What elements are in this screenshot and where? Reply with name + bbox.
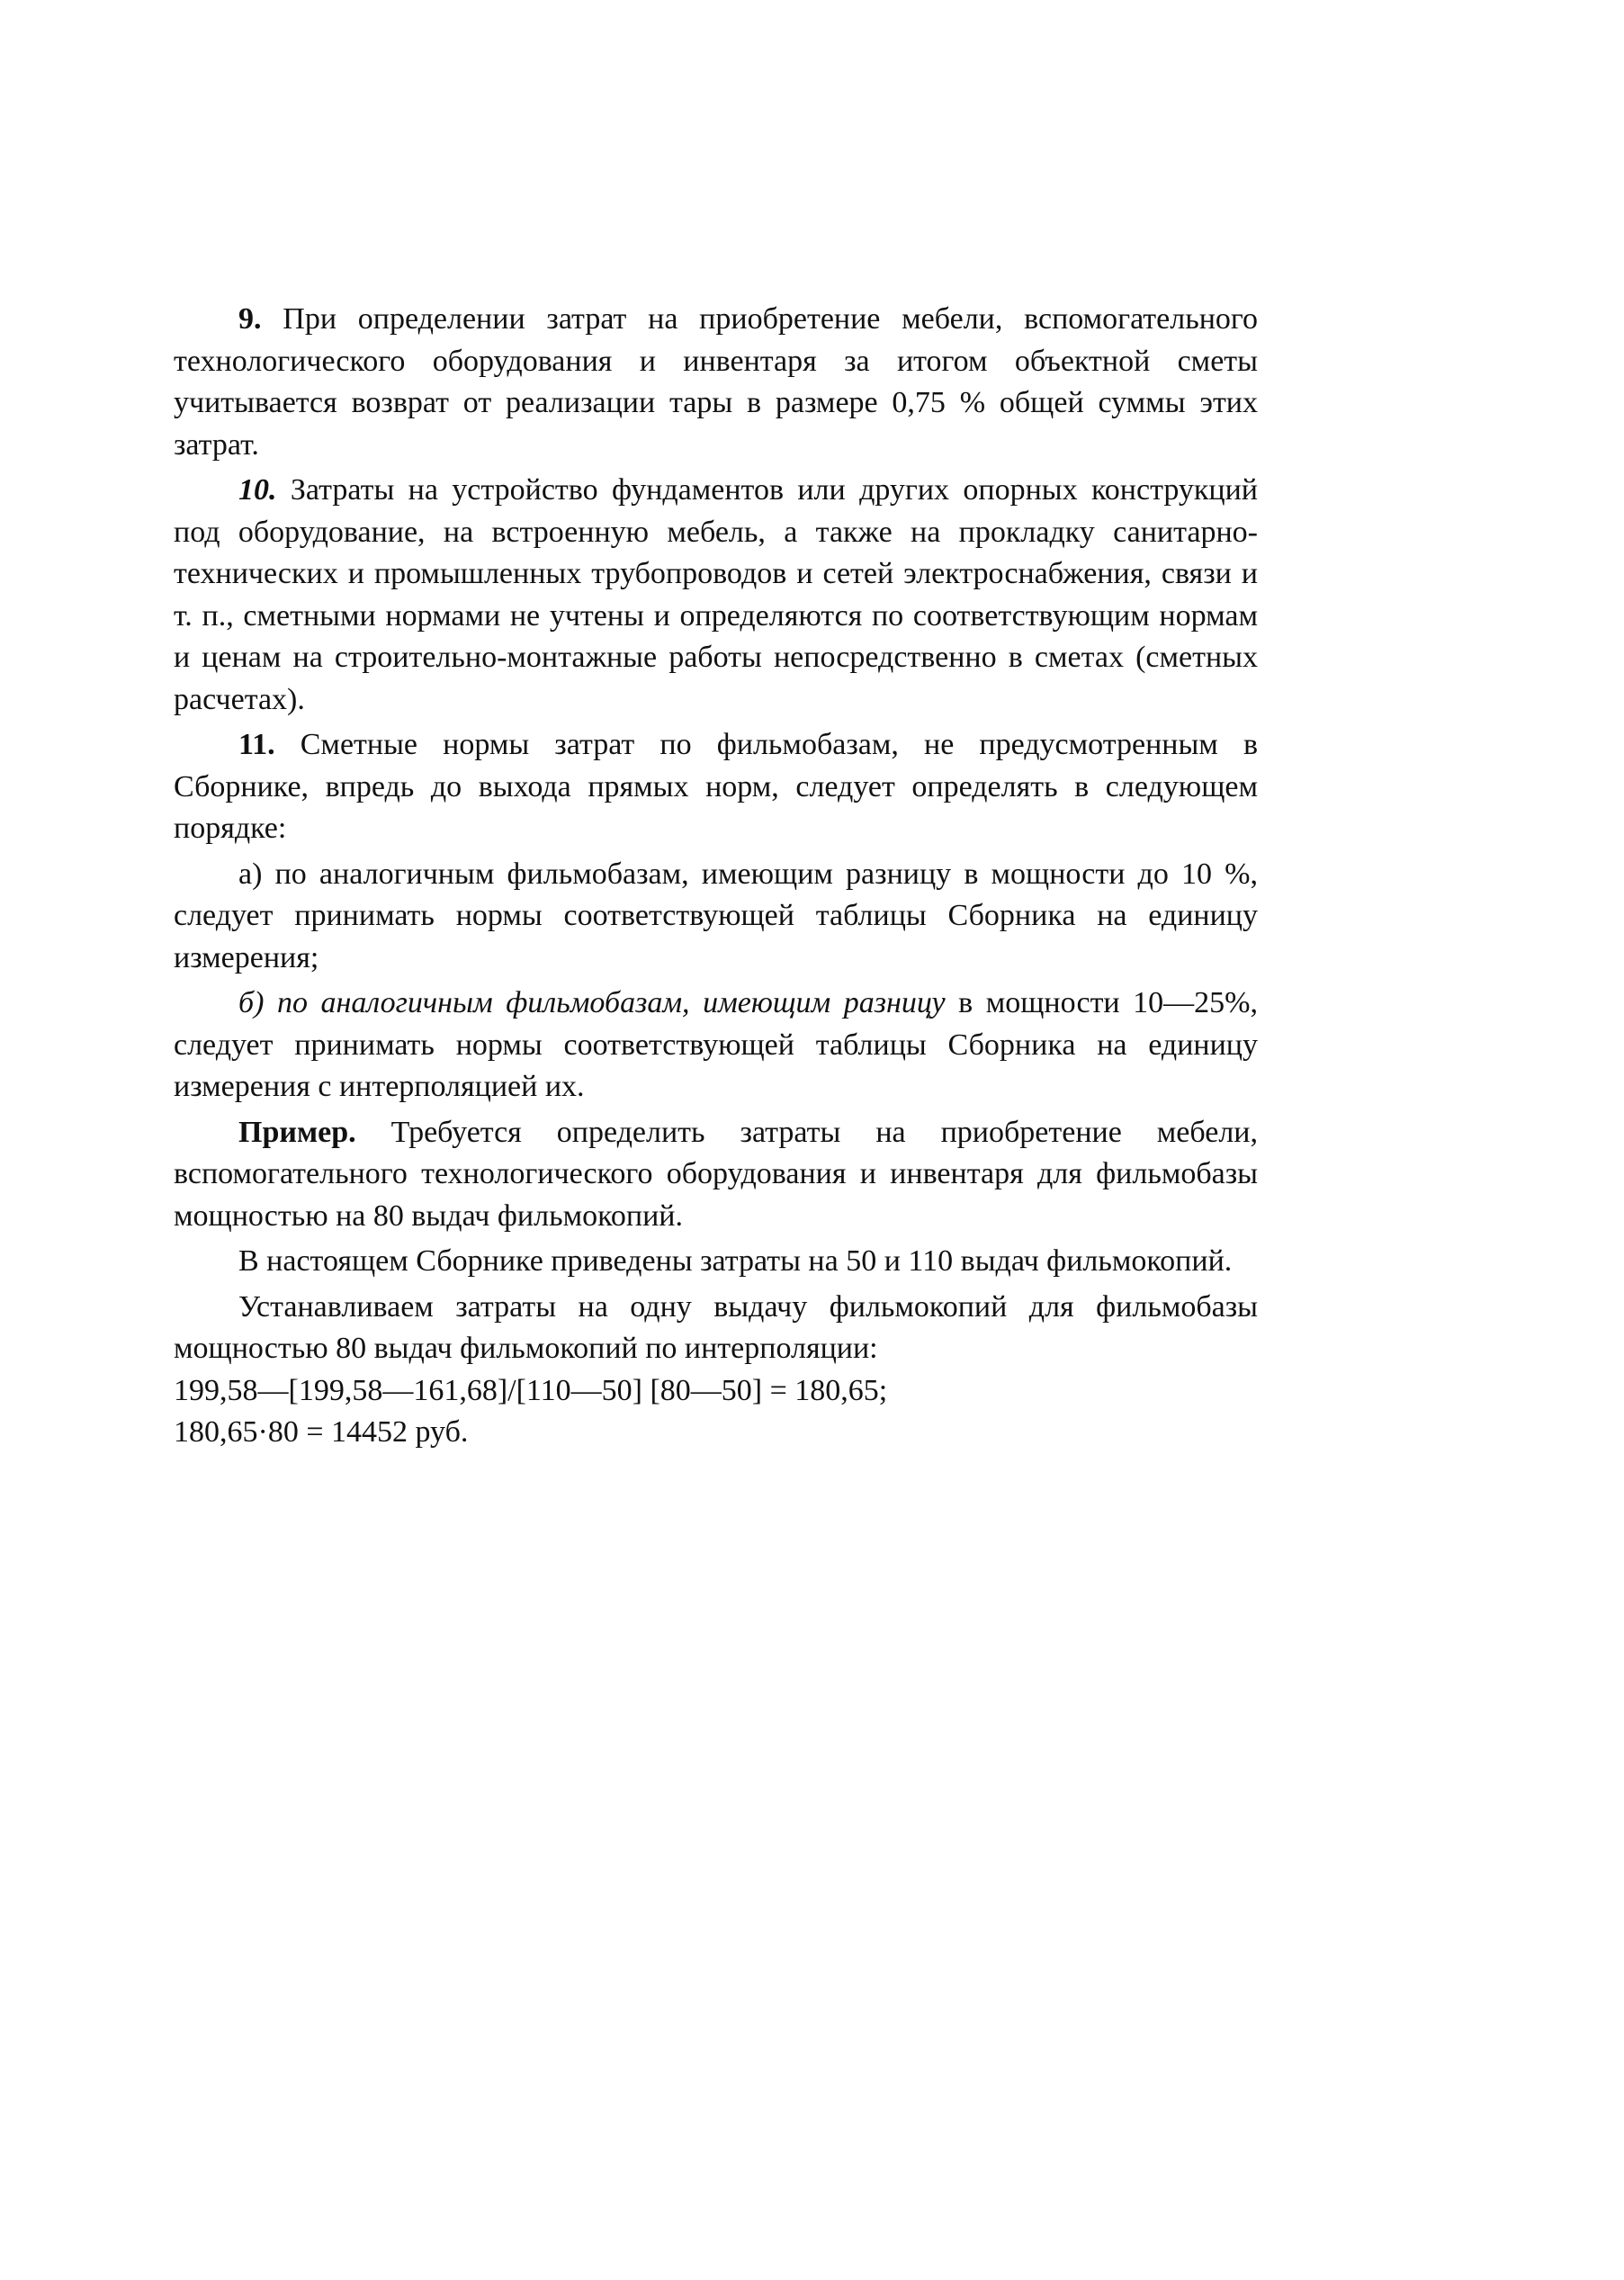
paragraph-text: При определении затрат на приобретение мебели, вспомогательного технологического оборудования и инвентаря за итогом объектной сметы учитывается возврат от реализации тары в размере 0,75 % общей суммы этих затрат. (174, 302, 1258, 462)
list-label: б) (238, 986, 265, 1019)
paragraph-text: Требуется определить затраты на приобретение мебели, вспомогательного технологического оборудования и инвентаря для фильмобазы мощностью на 80 выдач фильмокопий. (174, 1115, 1258, 1233)
list-label: а) (238, 857, 263, 891)
example-paragraph (174, 1112, 1258, 1238)
formula-line: 199,58—[199,58—161,68]/[110—50] [80—50] = 180,65; (174, 1373, 888, 1407)
paragraph-text-block: Устанавливаем затраты на одну выдачу фильмокопий для фильмобазы мощностью 80 выдач фильмокопий по интерполяции: (174, 1289, 1258, 1365)
paragraph-text-block: В настоящем Сборнике приведены затраты на 50 и 110 выдач фильмокопий. (238, 1244, 1233, 1278)
list-text-italic: по аналогичным фильмобазам, имеющим разницу (276, 986, 946, 1019)
paragraph-text: Сметные нормы затрат по фильмобазам, не предусмотренным в Сборнике, впредь до выхода прямых норм, следует определять в следующем порядке: (174, 728, 1258, 845)
example-label: Пример. (238, 1115, 356, 1149)
list-text: по аналогичным фильмобазам, имеющим разницу в мощности до 10 %, следует принимать нормы соответствующей таблицы Сборника на единицу измерения; (174, 857, 1258, 974)
paragraph-number: 9. (238, 302, 262, 336)
paragraph-9 (174, 299, 1258, 466)
paragraph-number: 11. (238, 728, 275, 761)
paragraph-10 (174, 470, 1258, 721)
list-item-a (174, 854, 1258, 980)
list-text: в мощности 10—25%, следует принимать нормы соответствующей таблицы Сборника на единицу измерения с интерполяцией их. (174, 986, 1259, 1103)
paragraph-number: 10. (238, 473, 277, 507)
paragraph-11 (174, 724, 1258, 850)
list-item-b (174, 983, 1258, 1109)
paragraph-text: Затраты на устройство фундаментов или других опорных конструкций под оборудование, на встроенную мебель, а также на прокладку санитарно-технических и промышленных трубопроводов и сетей электроснабжения, связи и т. п., сметными нормами не учтены и определяются по соответствующим нормам и ценам на строительно-монтажные работы непосредственно в сметах (сметных расчетах). (174, 473, 1259, 716)
formula-line: 180,65·80 = 14452 руб. (174, 1415, 469, 1449)
document-page (174, 299, 1258, 1454)
